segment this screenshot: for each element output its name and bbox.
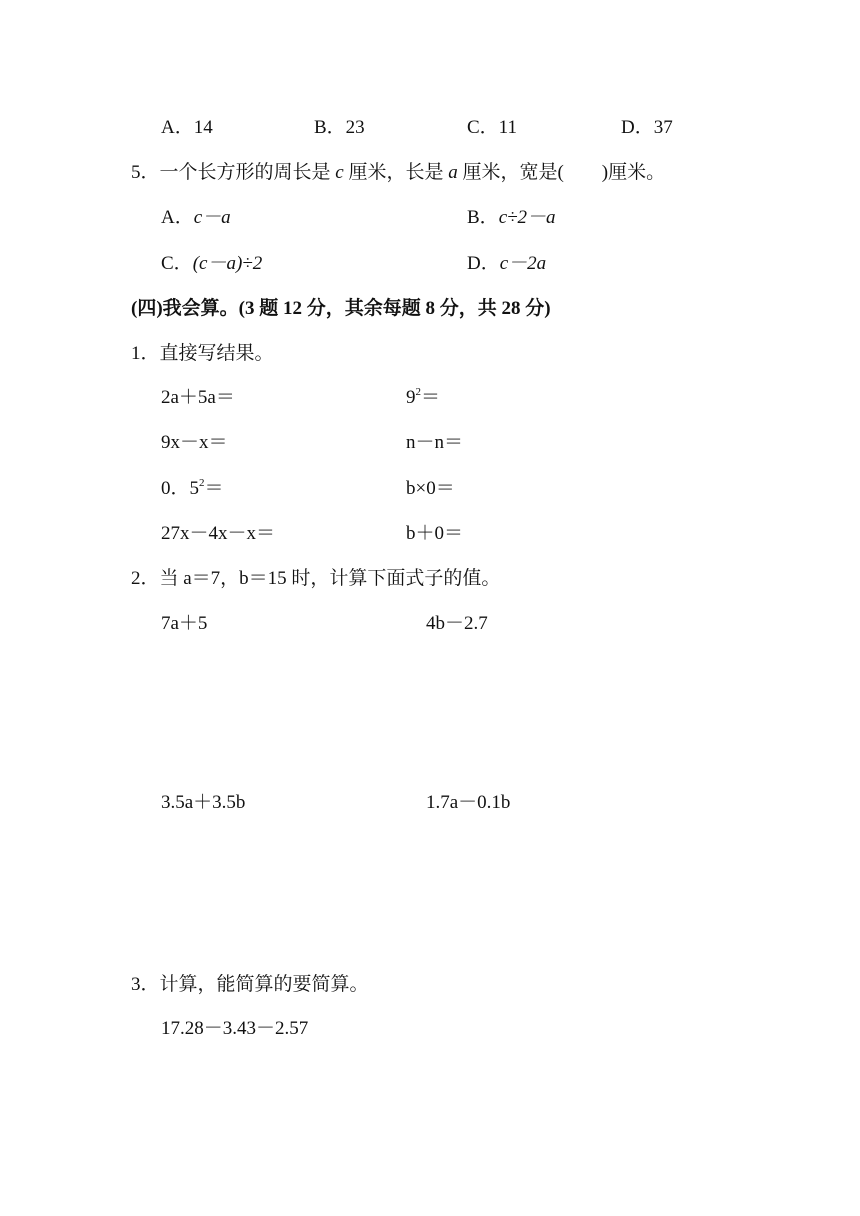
p1-item-3: 9x－x＝ xyxy=(161,432,228,453)
p3-expr: 17.28－3.43－2.57 xyxy=(161,1018,309,1039)
q4-option-d: D．37 xyxy=(621,117,673,138)
q4-option-b: B．23 xyxy=(314,117,365,138)
p1-item-2-exponent: 2 xyxy=(415,386,421,398)
q5-option-b xyxy=(467,206,556,230)
p1-item-1: 2a＋5a＝ xyxy=(161,387,235,408)
p2-expr-3: 3.5a＋3.5b xyxy=(161,792,246,813)
p1-item-8: b＋0＝ xyxy=(406,523,464,544)
p1-item-2-base: 9 xyxy=(406,387,416,408)
q5-text-3: 厘米，宽是( )厘米。 xyxy=(462,162,666,183)
p1-item-5-tail: ＝ xyxy=(204,478,224,499)
q5-option-d-expr: c－2a xyxy=(499,253,547,274)
q5-var-a: a xyxy=(448,162,458,183)
p1-item-2-tail: ＝ xyxy=(421,387,441,408)
p1-item-7: 27x－4x－x＝ xyxy=(161,523,276,544)
q5-option-a-label: A． xyxy=(161,207,194,228)
problem-3-title: 3．计算，能简算的要简算。 xyxy=(131,974,369,995)
q5-option-a xyxy=(161,206,231,230)
section-4-heading: (四)我会算。(3 题 12 分，其余每题 8 分，共 28 分) xyxy=(131,298,551,319)
problem-2-title: 2．当 a＝7，b＝15 时，计算下面式子的值。 xyxy=(131,568,501,589)
q5-option-b-label: B． xyxy=(467,207,499,228)
q4-option-a: A．14 xyxy=(161,117,213,138)
p1-item-5 xyxy=(161,477,224,501)
q5-option-a-expr: c－a xyxy=(193,207,231,228)
p1-item-5-base: 0．5 xyxy=(161,478,200,499)
q5-question xyxy=(131,161,665,185)
q5-option-c-label: C． xyxy=(161,253,193,274)
q5-option-d-label: D． xyxy=(467,253,500,274)
q4-option-c: C．11 xyxy=(467,117,517,138)
p1-item-2 xyxy=(406,386,440,410)
q5-text-2: 厘米，长是 xyxy=(348,162,444,183)
q5-option-c xyxy=(161,252,262,276)
q5-text-1: 一个长方形的周长是 xyxy=(159,162,331,183)
p1-item-6: b×0＝ xyxy=(406,478,455,499)
p1-item-4: n－n＝ xyxy=(406,432,464,453)
problem-1-title: 1．直接写结果。 xyxy=(131,343,274,364)
q5-var-c: c xyxy=(335,162,344,183)
q5-number: 5． xyxy=(131,162,160,183)
p1-item-5-exponent: 2 xyxy=(199,477,205,489)
p2-expr-4: 1.7a－0.1b xyxy=(426,792,511,813)
q5-option-d xyxy=(467,252,546,276)
p2-expr-1: 7a＋5 xyxy=(161,613,208,634)
p2-expr-2: 4b－2.7 xyxy=(426,613,488,634)
q5-option-b-expr: c÷2－a xyxy=(498,207,556,228)
q5-option-c-expr: (c－a)÷2 xyxy=(192,253,263,274)
